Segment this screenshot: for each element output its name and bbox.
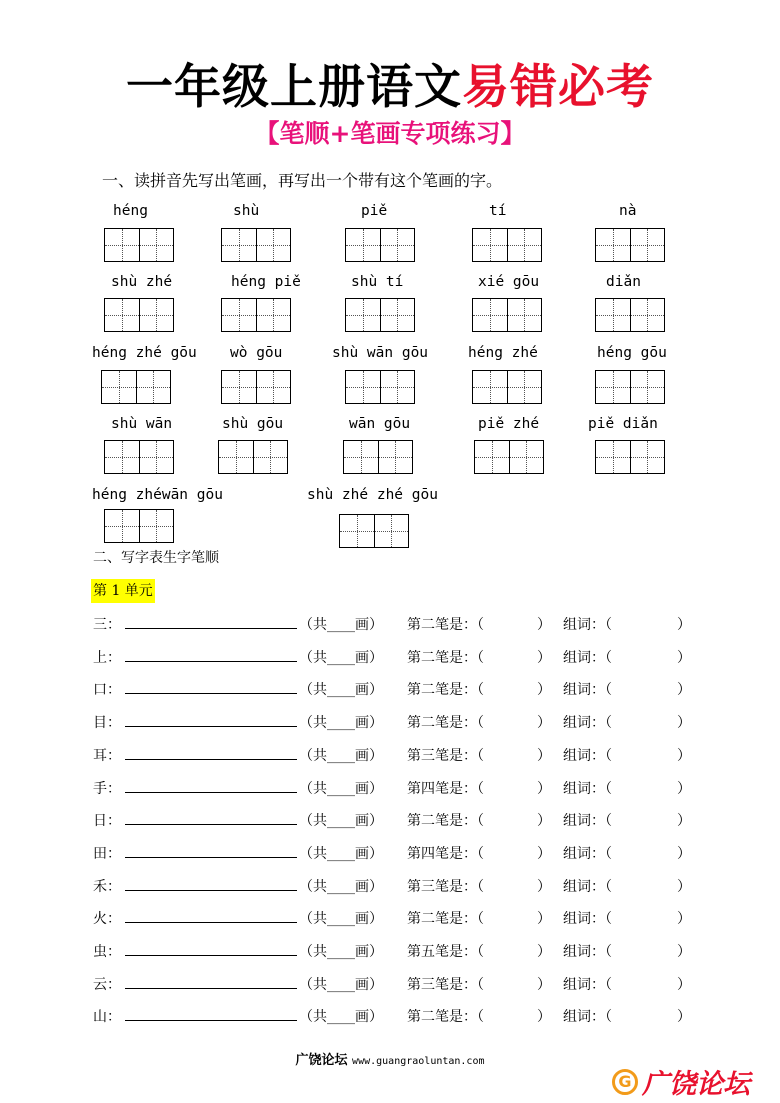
logo-mark-icon: G — [612, 1069, 638, 1095]
pinyin-label: piě diǎn — [588, 416, 658, 432]
row-end: ） — [677, 878, 691, 895]
row-total: （共____画） — [299, 715, 383, 732]
row-end: ） — [677, 617, 691, 633]
writing-grid[interactable] — [595, 228, 665, 262]
writing-grid[interactable] — [472, 298, 542, 332]
row-total: （共____画） — [299, 649, 383, 666]
pinyin-label: piě zhé — [478, 416, 540, 432]
writing-grid[interactable] — [595, 370, 665, 404]
pinyin-label: diǎn — [606, 274, 641, 290]
row-end: ） — [677, 1009, 691, 1026]
brand-logo — [612, 1062, 750, 1101]
row-word-label: 组词：（ — [563, 715, 612, 732]
stroke-row — [93, 974, 693, 996]
writing-grid[interactable] — [474, 440, 544, 474]
row-stroke-question: 第二笔是：（ — [407, 617, 484, 633]
pinyin-label: wān gōu — [349, 416, 411, 432]
pinyin-label: shù wān gōu — [332, 345, 429, 361]
row-char: 耳： — [93, 747, 121, 764]
stroke-answer-line[interactable] — [125, 726, 297, 727]
writing-grid[interactable] — [104, 228, 174, 262]
pinyin-label: nà — [619, 203, 637, 219]
row-char: 三： — [93, 617, 121, 633]
stroke-answer-line[interactable] — [125, 988, 297, 989]
row-total: （共____画） — [299, 747, 383, 764]
pinyin-label: wò gōu — [230, 345, 283, 361]
row-word-label: 组词：（ — [563, 878, 612, 895]
stroke-answer-line[interactable] — [125, 693, 297, 694]
stroke-row — [93, 908, 693, 930]
row-stroke-question: 第二笔是：（ — [407, 813, 484, 830]
row-word-label: 组词：（ — [563, 649, 612, 666]
writing-grid[interactable] — [221, 370, 291, 404]
stroke-answer-line[interactable] — [125, 661, 297, 662]
row-stroke-question: 第三笔是：（ — [407, 976, 484, 993]
row-end: ） — [677, 682, 691, 699]
page-subtitle: 【笔顺+笔画专项练习】 — [254, 119, 526, 148]
stroke-answer-line[interactable] — [125, 759, 297, 760]
row-char: 日： — [93, 813, 121, 830]
writing-grid[interactable] — [339, 514, 409, 548]
pinyin-label: shù zhé zhé gōu — [307, 487, 438, 503]
pinyin-label: héng piě — [231, 274, 301, 290]
row-end: ） — [677, 780, 691, 797]
stroke-answer-line[interactable] — [125, 1020, 297, 1021]
pinyin-label: héng — [113, 203, 148, 219]
pinyin-label: shù tí — [351, 274, 404, 290]
row-total: （共____画） — [299, 845, 383, 862]
writing-grid[interactable] — [472, 370, 542, 404]
row-close: ） — [537, 813, 551, 830]
row-char: 上： — [93, 649, 121, 666]
pinyin-label: héng gōu — [597, 345, 667, 361]
stroke-row — [93, 1006, 693, 1028]
pinyin-label: héng zhé — [468, 345, 538, 361]
stroke-answer-line[interactable] — [125, 824, 297, 825]
section2-heading: 二、写字表生字笔顺 — [93, 550, 219, 566]
writing-grid[interactable] — [104, 440, 174, 474]
writing-grid[interactable] — [345, 228, 415, 262]
stroke-answer-line[interactable] — [125, 628, 297, 629]
stroke-row — [93, 647, 693, 669]
stroke-row — [93, 843, 693, 865]
row-char: 手： — [93, 780, 121, 797]
row-char: 目： — [93, 715, 121, 732]
row-close: ） — [537, 780, 551, 797]
row-word-label: 组词：（ — [563, 911, 612, 928]
pinyin-label: héng zhéwān gōu — [92, 487, 223, 503]
row-total: （共____画） — [299, 911, 383, 928]
row-word-label: 组词：（ — [563, 747, 612, 764]
writing-grid[interactable] — [343, 440, 413, 474]
writing-grid[interactable] — [104, 509, 174, 543]
stroke-row — [93, 778, 693, 800]
row-end: ） — [677, 845, 691, 862]
row-total: （共____画） — [299, 813, 383, 830]
stroke-row — [93, 941, 693, 963]
row-end: ） — [677, 715, 691, 732]
pinyin-label: tí — [489, 203, 507, 219]
stroke-row — [93, 712, 693, 734]
pinyin-label: shù — [233, 203, 260, 219]
row-stroke-question: 第三笔是：（ — [407, 747, 484, 764]
page-title — [0, 58, 780, 118]
row-close: ） — [537, 1009, 551, 1026]
stroke-answer-line[interactable] — [125, 890, 297, 891]
row-close: ） — [537, 617, 551, 633]
row-word-label: 组词：（ — [563, 682, 612, 699]
stroke-answer-line[interactable] — [125, 792, 297, 793]
row-word-label: 组词：（ — [563, 845, 612, 862]
row-char: 田： — [93, 845, 121, 862]
stroke-answer-line[interactable] — [125, 857, 297, 858]
row-total: （共____画） — [299, 1009, 383, 1026]
row-char: 山： — [93, 1009, 121, 1026]
pinyin-label: shù gōu — [222, 416, 284, 432]
pinyin-label: héng zhé gōu — [92, 345, 197, 361]
writing-grid[interactable] — [595, 298, 665, 332]
row-stroke-question: 第二笔是：（ — [407, 911, 484, 928]
writing-grid[interactable] — [345, 298, 415, 332]
row-char: 虫： — [93, 944, 121, 960]
section1-instruction: 一、读拼音先写出笔画，再写出一个带有这个笔画的字。 — [102, 171, 503, 190]
writing-grid[interactable] — [221, 228, 291, 262]
writing-grid[interactable] — [221, 298, 291, 332]
row-total: （共____画） — [299, 682, 383, 699]
writing-grid[interactable] — [101, 370, 171, 404]
row-close: ） — [537, 845, 551, 862]
stroke-row — [93, 614, 693, 636]
row-stroke-question: 第二笔是：（ — [407, 649, 484, 666]
row-total: （共____画） — [299, 878, 383, 895]
row-close: ） — [537, 944, 551, 960]
stroke-row — [93, 876, 693, 898]
row-stroke-question: 第四笔是：（ — [407, 780, 484, 797]
row-stroke-question: 第五笔是：（ — [407, 944, 484, 960]
row-close: ） — [537, 682, 551, 699]
row-end: ） — [677, 813, 691, 830]
stroke-row — [93, 745, 693, 767]
title-red: 易错必考 — [462, 60, 654, 115]
row-stroke-question: 第三笔是：（ — [407, 878, 484, 895]
row-close: ） — [537, 976, 551, 993]
row-char: 火： — [93, 911, 121, 928]
title-black: 一年级上册语文 — [126, 60, 462, 115]
row-close: ） — [537, 911, 551, 928]
stroke-answer-line[interactable] — [125, 922, 297, 923]
row-close: ） — [537, 747, 551, 764]
pinyin-label: shù zhé — [111, 274, 173, 290]
stroke-answer-line[interactable] — [125, 955, 297, 956]
row-word-label: 组词：（ — [563, 1009, 612, 1026]
row-close: ） — [537, 878, 551, 895]
writing-grid[interactable] — [218, 440, 288, 474]
row-end: ） — [677, 911, 691, 928]
writing-grid[interactable] — [595, 440, 665, 474]
row-word-label: 组词：（ — [563, 617, 612, 633]
row-stroke-question: 第二笔是：（ — [407, 1009, 484, 1026]
writing-grid[interactable] — [104, 298, 174, 332]
pinyin-label: xié gōu — [478, 274, 540, 290]
row-end: ） — [677, 976, 691, 993]
pinyin-label: piě — [361, 203, 388, 219]
row-total: （共____画） — [299, 780, 383, 797]
footer-name: 广饶论坛 — [295, 1053, 348, 1068]
footer-url: www.guangraoluntan.com — [352, 1056, 485, 1067]
row-stroke-question: 第二笔是：（ — [407, 682, 484, 699]
logo-text: 广饶论坛 — [642, 1069, 750, 1100]
writing-grid[interactable] — [472, 228, 542, 262]
row-end: ） — [677, 747, 691, 764]
stroke-row — [93, 679, 693, 701]
row-close: ） — [537, 649, 551, 666]
row-end: ） — [677, 944, 691, 960]
row-char: 禾： — [93, 878, 121, 895]
row-total: （共____画） — [299, 976, 383, 993]
pinyin-label: shù wān — [111, 416, 173, 432]
row-stroke-question: 第四笔是：（ — [407, 845, 484, 862]
writing-grid[interactable] — [345, 370, 415, 404]
row-total: （共____画） — [299, 617, 383, 633]
row-char: 口： — [93, 682, 121, 699]
stroke-row — [93, 810, 693, 832]
row-word-label: 组词：（ — [563, 976, 612, 993]
row-word-label: 组词：（ — [563, 813, 612, 830]
row-stroke-question: 第二笔是：（ — [407, 715, 484, 732]
row-close: ） — [537, 715, 551, 732]
row-word-label: 组词：（ — [563, 944, 612, 960]
row-char: 云： — [93, 976, 121, 993]
unit-label: 第 1 单元 — [91, 579, 155, 603]
row-word-label: 组词：（ — [563, 780, 612, 797]
row-total: （共____画） — [299, 944, 383, 960]
row-end: ） — [677, 649, 691, 666]
